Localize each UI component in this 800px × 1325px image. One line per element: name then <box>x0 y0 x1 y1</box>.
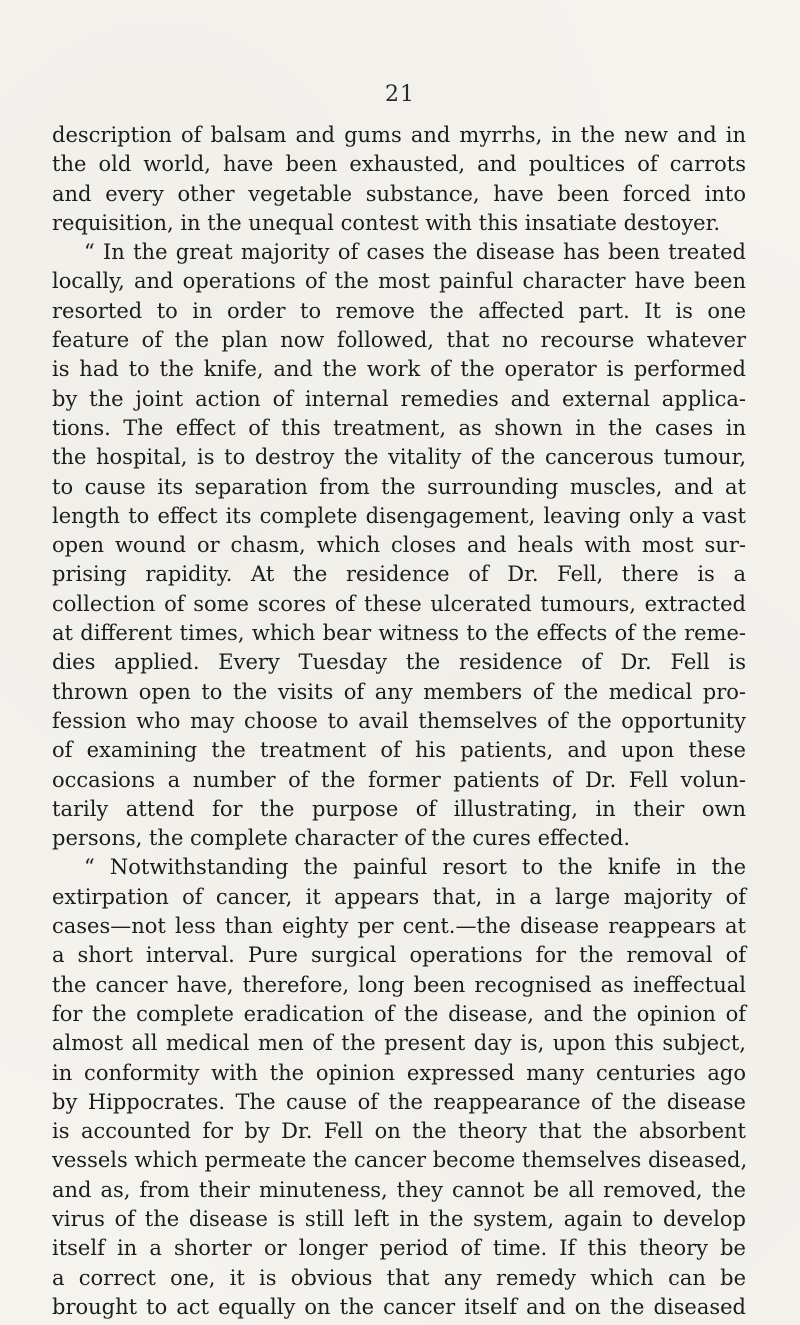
text-line: itself in a shorter or longer period of time. If this theory be <box>52 1236 746 1261</box>
text-line: for the complete eradication of the disease, and the opinion of <box>52 1001 746 1026</box>
text-line: the hospital, is to destroy the vitality of the cancerous tumour, <box>52 445 746 470</box>
text-line: cases—not less than eighty per cent.—the disease reappears at <box>52 914 746 939</box>
text-line: in conformity with the opinion expressed many centuries ago <box>52 1060 746 1085</box>
text-line: feature of the plan now followed, that no recourse whatever <box>52 328 746 353</box>
paragraph-start-line: “ Notwithstanding the painful resort to the knife in the <box>84 855 746 880</box>
text-line: is had to the knife, and the work of the operator is performed <box>52 357 746 382</box>
text-line: a correct one, it is obvious that any remedy which can be <box>52 1265 746 1290</box>
text-line: resorted to in order to remove the affected part. It is one <box>52 298 746 323</box>
text-line: at different times, which bear witness to the effects of the reme- <box>52 621 746 646</box>
text-line: the old world, have been exhausted, and poultices of carrots <box>52 152 746 177</box>
text-line: open wound or chasm, which closes and heals with most sur- <box>52 533 746 558</box>
text-line: collection of some scores of these ulcerated tumours, extracted <box>52 591 746 616</box>
text-line: requisition, in the unequal contest with this insatiate destoyer. <box>52 210 720 235</box>
text-line: and every other vegetable substance, have been forced into <box>52 181 746 206</box>
text-line: virus of the disease is still left in the system, again to develop <box>52 1206 746 1231</box>
text-line: tions. The effect of this treatment, as shown in the cases in <box>52 415 746 440</box>
text-line: dies applied. Every Tuesday the residence of Dr. Fell is <box>52 650 746 675</box>
text-line: is accounted for by Dr. Fell on the theory that the absorbent <box>52 1119 746 1144</box>
text-line: almost all medical men of the present day is, upon this subject, <box>52 1031 746 1056</box>
text-line: description of balsam and gums and myrrhs, in the new and in <box>52 123 746 147</box>
text-line: of examining the treatment of his patients, and upon these <box>52 738 746 763</box>
text-line: a short interval. Pure surgical operations for the removal of <box>52 943 746 968</box>
text-line: and as, from their minuteness, they cannot be all removed, the <box>52 1177 746 1202</box>
text-line: locally, and operations of the most painful character have been <box>52 269 746 294</box>
text-line: fession who may choose to avail themselves of the opportunity <box>52 708 746 733</box>
text-line: extirpation of cancer, it appears that, in a large majority of <box>52 884 746 909</box>
text-line: tarily attend for the purpose of illustrating, in their own <box>52 796 746 821</box>
text-line: persons, the complete character of the cures effected. <box>52 826 631 851</box>
text-line: vessels which permeate the cancer become themselves diseased, <box>52 1148 748 1173</box>
text-line: thrown open to the visits of any members of the medical pro- <box>52 679 746 704</box>
text-line: by Hippocrates. The cause of the reappearance of the disease <box>52 1089 746 1114</box>
text-line: length to effect its complete disengagement, leaving only a vast <box>52 503 746 528</box>
body-text <box>52 121 746 1322</box>
page-number: 21 <box>385 82 415 107</box>
text-line: by the joint action of internal remedies and external applica- <box>52 386 746 411</box>
text-line: occasions a number of the former patients of Dr. Fell volun- <box>52 767 746 792</box>
text-line: prising rapidity. At the residence of Dr. Fell, there is a <box>52 562 746 587</box>
paragraph-start-line: “ In the great majority of cases the disease has been treated <box>84 240 746 265</box>
text-line: the cancer have, therefore, long been recognised as ineffectual <box>52 972 746 997</box>
text-line: to cause its separation from the surrounding muscles, and at <box>52 474 746 499</box>
text-line: brought to act equally on the cancer itself and on the diseased <box>52 1294 746 1319</box>
